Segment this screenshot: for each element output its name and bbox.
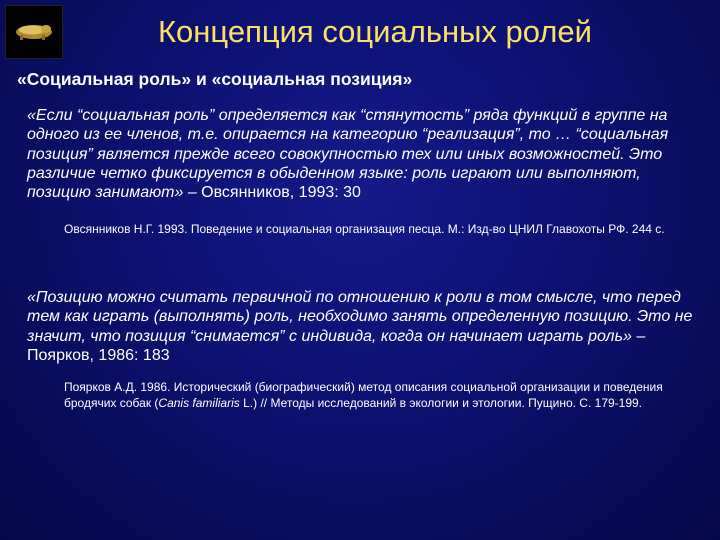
quote-poyarkov (27, 288, 695, 365)
slide-title: Концепция социальных ролей (158, 14, 592, 49)
reference-ovsyannikov: Овсянников Н.Г. 1993. Поведение и социальная организация песца. М.: Изд-во ЦНИЛ Главохоты РФ. 244 с. (64, 222, 665, 236)
logo-image (5, 5, 63, 59)
reference-poyarkov (64, 380, 704, 411)
quote-text: «Если “социальная роль” определяется как “стянутость” ряда функций в группе на одного из ее членов, т.е. опирается на категорию “реализация”, то … “социальная позиция” является прежде всего совокупностью тех или иных возможностей. Это различие четко фиксируется в обыденном языке: роль играют или выполняют, позицию занимают» (27, 107, 669, 202)
quote-attribution: – Поярков, 1986: 183 (27, 327, 646, 364)
reference-text-end: L.) // Методы исследований в экологии и этологии. Пущино. С. 179-199. (239, 395, 643, 410)
quote-ovsyannikov (27, 106, 695, 202)
golden-dog-figurine-icon (6, 6, 62, 58)
reference-text: Поярков А.Д. 1986. Исторический (биографический) метод описания социальной организации и поведения бродячих собак ( (64, 380, 663, 410)
slide-subheading: «Социальная роль» и «социальная позиция» (17, 69, 413, 89)
species-name: Canis familiaris (158, 395, 240, 410)
quote-text: «Позицию можно считать первичной по отношению к роли в том смысле, что перед тем как играть (выполнять) роль, необходимо занять определенную позицию. Это не значит, что позиция “снимается” с индивида, когда он начинает играть роль» (27, 289, 693, 345)
quote-attribution: – Овсянников, 1993: 30 (183, 184, 361, 202)
